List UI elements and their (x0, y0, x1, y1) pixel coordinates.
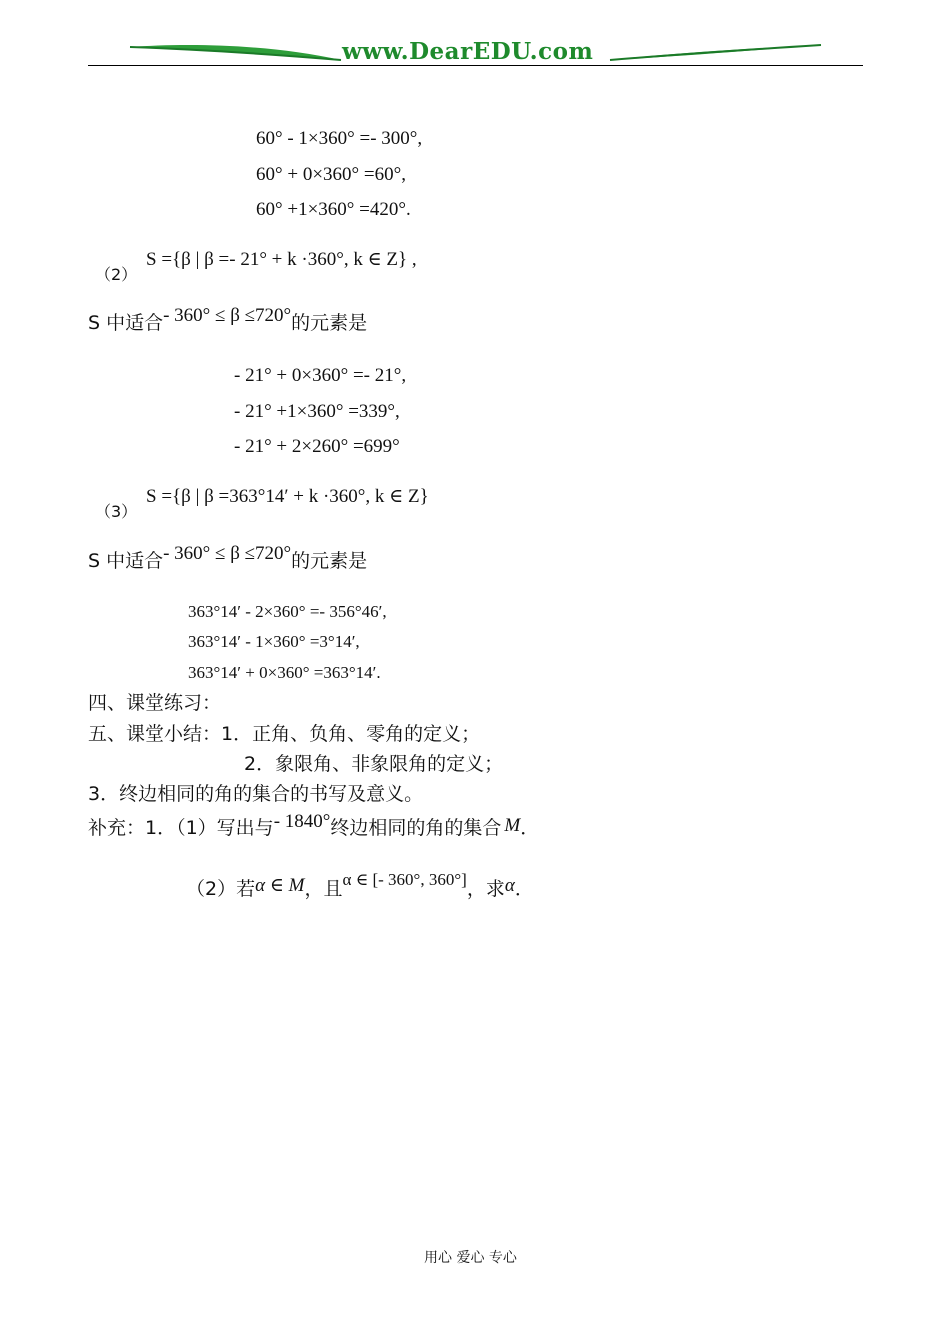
part2-intro-suffix: 的元素是 (291, 312, 368, 334)
q2-mid-2: ，求 (466, 878, 505, 900)
q2-mid: ，且 (304, 878, 343, 900)
supplement-end: ． (520, 817, 540, 839)
part3-intro-condition: - 360° ≤ β ≤720° (163, 543, 292, 564)
q2-condition-1: α ∈ M (255, 875, 305, 896)
supplement-angle: - 1840° (273, 811, 331, 832)
q2-prefix: （2）若 (186, 878, 256, 900)
header-divider (88, 65, 863, 66)
site-logo[interactable]: www.DearEDU.com (342, 38, 594, 65)
supplement-prefix: 补充：1．（1）写出与 (88, 817, 274, 839)
header-right-swoosh (608, 40, 823, 66)
q2-end: ． (514, 878, 534, 900)
supplement-set-name: M (504, 815, 521, 836)
part3-intro-suffix: 的元素是 (291, 550, 368, 572)
q2-variable: α (504, 875, 515, 896)
header-left-swoosh (128, 40, 343, 66)
part3-line-3: 363°14′ + 0×360° =363°14′. (188, 663, 381, 682)
part2-intro (88, 305, 368, 335)
part1-line-3: 60° +1×360° =420°. (256, 199, 411, 220)
part3-set-definition: S ={β | β =363°14′ + k ·360°, k ∈ Z} (146, 486, 429, 507)
q2-condition-2: α ∈ [- 360°, 360°] (342, 870, 467, 889)
part1-line-2: 60° + 0×360° =60°, (256, 164, 406, 185)
part3-intro (88, 543, 368, 573)
supplement-question-2 (186, 870, 534, 901)
part2-line-1: - 21° + 0×360° =- 21°, (234, 365, 407, 386)
part3-intro-prefix: S 中适合 (88, 550, 164, 572)
part3-label: （3） (95, 502, 138, 521)
part2-intro-prefix: S 中适合 (88, 312, 164, 334)
part2-set-definition: S ={β | β =- 21° + k ·360°, k ∈ Z} , (146, 249, 417, 270)
page-footer: 用心 爱心 专心 (424, 1250, 517, 1266)
part2-label: （2） (95, 265, 138, 284)
part1-line-1: 60° - 1×360° =- 300°, (256, 128, 423, 149)
part3-line-1: 363°14′ - 2×360° =- 356°46′, (188, 602, 387, 621)
part2-line-3: - 21° + 2×260° =699° (234, 436, 400, 457)
section-5-heading: 五、课堂小结：1．正角、负角、零角的定义； (88, 723, 481, 745)
section-4-heading: 四、课堂练习： (88, 692, 222, 714)
section-5-line-3: 3．终边相同的角的集合的书写及意义。 (88, 783, 424, 805)
part2-intro-condition: - 360° ≤ β ≤720° (163, 305, 292, 326)
section-5-line-2: 2．象限角、非象限角的定义； (244, 753, 504, 775)
part3-line-2: 363°14′ - 1×360° =3°14′, (188, 632, 360, 651)
supplement-question-1 (88, 813, 539, 840)
supplement-suffix: 终边相同的角的集合 (330, 817, 502, 839)
part2-line-2: - 21° +1×360° =339°, (234, 401, 400, 422)
